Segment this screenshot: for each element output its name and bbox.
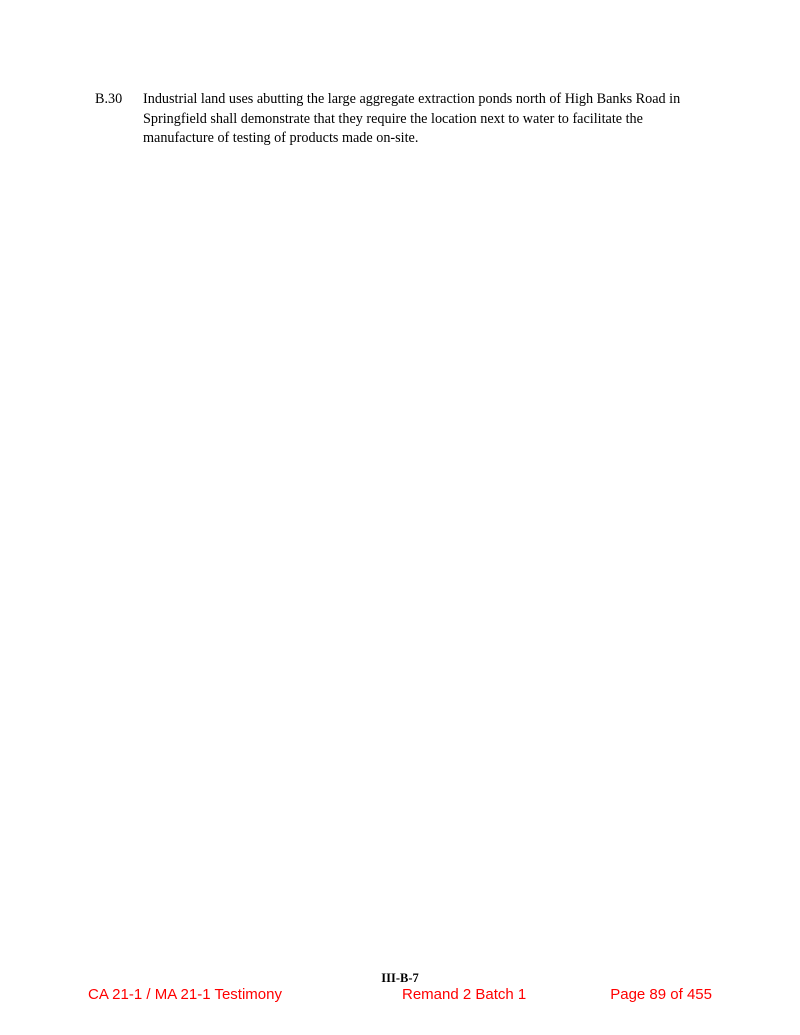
footer-stamp	[88, 986, 712, 1003]
footer-stamp-left: CA 21-1 / MA 21-1 Testimony	[88, 986, 282, 1003]
footer-stamp-right: Page 89 of 455	[610, 986, 712, 1003]
page-label: III-B-7	[381, 971, 419, 985]
clause-block	[95, 90, 695, 149]
footer-stamp-center: Remand 2 Batch 1	[401, 986, 527, 1003]
clause-number: B.30	[95, 91, 123, 107]
clause-text: Industrial land uses abutting the large aggregate extraction ponds north of High Banks Road in Springfield shall demonstrate that they require the location next to water to facilitate the manufacture of testing of products made on-site.	[143, 91, 681, 146]
